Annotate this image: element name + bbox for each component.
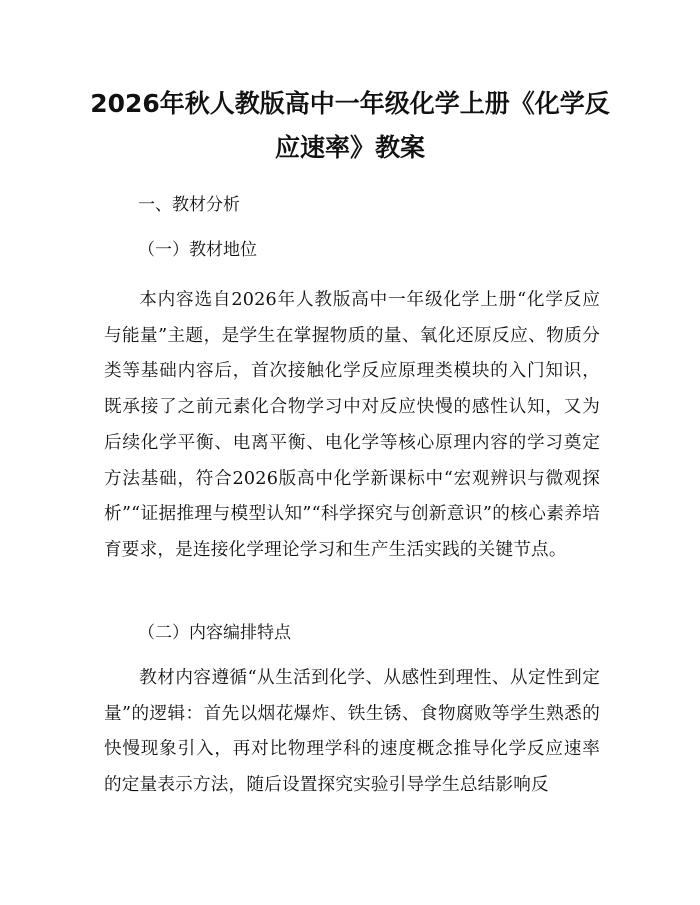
paragraph-content-arrangement: 教材内容遵循“从生活到化学、从感性到理性、从定性到定量”的逻辑：首先以烟花爆炸、铁生锈、食物腐败等学生熟悉的快慢现象引入，再对比物理学科的速度概念推导化学反应速率的定量表示方法，随后设置探究实验引导学生总结影响反 (104, 668, 600, 796)
subsection-heading-textbook-position: （一）教材地位 (138, 240, 257, 260)
document-title: 2026年秋人教版高中一年级化学上册《化学反应速率》教案 (90, 89, 610, 162)
subsection-heading-content-arrangement: （二）内容编排特点 (138, 623, 291, 643)
paragraph-textbook-position: 本内容选自2026年人教版高中一年级化学上册“化学反应与能量”主题，是学生在掌握物质的量、氧化还原反应、物质分类等基础内容后，首次接触化学反应原理类模块的入门知识，既承接了之前元素化合物学习中对反应快慢的感性认知，又为后续化学平衡、电离平衡、电化学等核心原理内容的学习奠定方法基础，符合2026版高中化学新课标中“宏观辨识与微观探析”“证据推理与模型认知”“科学探究与创新意识”的核心素养培育要求，是连接化学理论学习和生产生活实践的关键节点。 (104, 290, 600, 560)
section-heading-textbook-analysis: 一、教材分析 (138, 195, 240, 215)
